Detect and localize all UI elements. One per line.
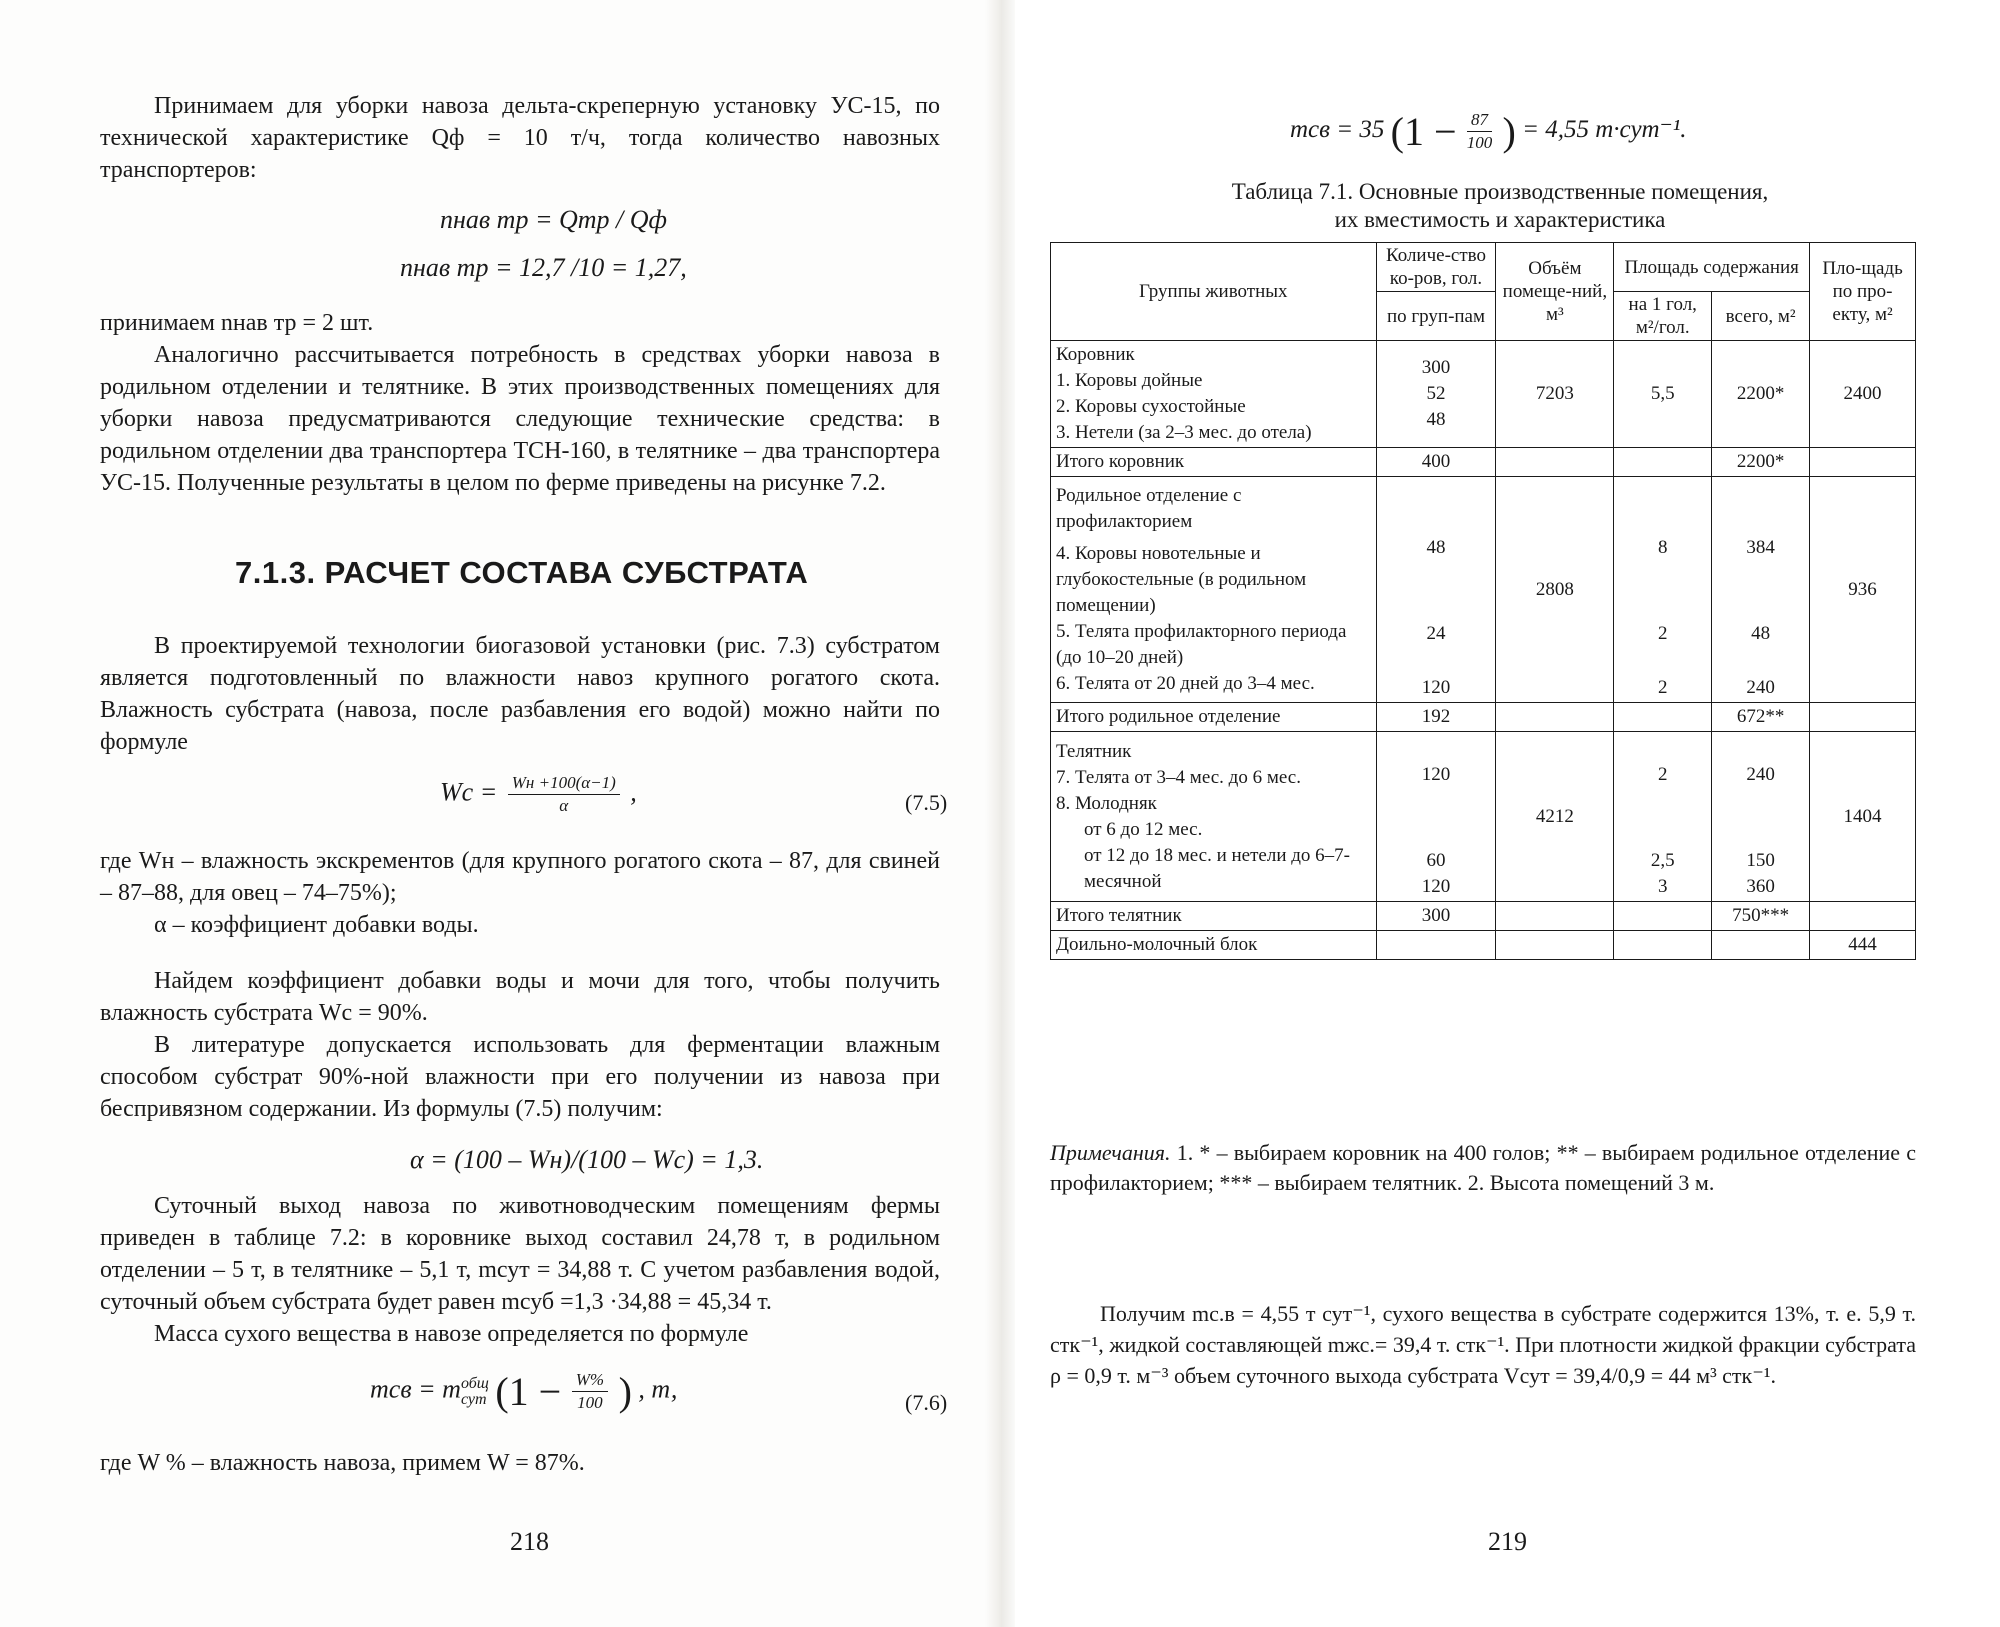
maternity-totals	[1712, 477, 1810, 703]
total-label: Итого коровник	[1051, 448, 1377, 477]
group-item: 5. Телята профилакторного периода (до 10–20 дней)	[1056, 620, 1347, 668]
header-volume: Объём помеще-ний, м³	[1496, 243, 1614, 341]
paragraph-text: Получим mс.в = 4,55 т сут⁻¹, сухого вещества в субстрате содержится 13%, т. е. 5,9 т. стк⁻¹, жидкой составляющей mжс.= 39,4 т. стк⁻¹. При плотности жидкой фракции субстрата ρ = 0,9 т. м⁻³ объем суточного выхода субстрата Vсут = 39,4/0,9 = 44 м³ стк⁻¹.	[1050, 1301, 1916, 1388]
page-number-left: 218	[510, 1527, 549, 1556]
note-label: Примечания.	[1050, 1140, 1171, 1165]
count-value: 300	[1421, 357, 1451, 378]
left-text-block-4	[100, 845, 940, 941]
fraction-numerator: W%	[572, 1369, 608, 1392]
group-item: от 12 до 18 мес. и нетели до 6–7-месячной	[1084, 844, 1350, 892]
empty-cell	[1496, 902, 1614, 931]
fraction-denominator: 100	[577, 1393, 603, 1412]
maternity-counts	[1376, 477, 1496, 703]
caption-line: Таблица 7.1. Основные производственные помещения,	[1231, 179, 1769, 204]
paragraph: Аналогично рассчитывается потребность в средствах уборки навоза в родильном отделении и телятнике. В этих производственных помещениях для уборки навоза предусматриваются следующие технические средства: в родильном отделении два транспортера ТСН-160, в телятнике – два транспортера УС-15. Полученные результаты в целом по ферме приведены на рисунке 7.2.	[100, 342, 940, 496]
group-title: Телятник	[1056, 740, 1132, 762]
calfhouse-group	[1051, 732, 1377, 902]
group-item: 2. Коровы сухостойные	[1056, 396, 1246, 417]
paragraph: Найдем коэффициент добавки воды и мочи для того, чтобы получить влажность субстрата Wс = 90%.	[100, 968, 940, 1026]
calfhouse-counts	[1376, 732, 1496, 902]
empty-cell	[1614, 931, 1712, 960]
empty-cell	[1614, 902, 1712, 931]
table-row	[1051, 341, 1916, 448]
formula-msv	[1290, 108, 1687, 155]
group-item: 7. Телята от 3–4 мес. до 6 мес.	[1056, 766, 1301, 788]
paragraph: где W % – влажность навоза, примем W = 87%.	[100, 1450, 585, 1476]
left-text-block-5	[100, 965, 940, 1125]
paragraph: Принимаем для уборки навоза дельта-скреперную установку УС-15, по технической характеристике Qф = 10 т/ч, тогда количество навозных транспортеров:	[100, 93, 940, 183]
total-count: 400	[1376, 448, 1496, 477]
left-text-block-6	[100, 1190, 940, 1350]
paragraph: α – коэффициент добавки воды.	[154, 912, 479, 938]
fraction-numerator: Wн +100(α−1)	[508, 772, 620, 795]
empty-cell	[1810, 902, 1916, 931]
formula-alpha: α = (100 – Wн)/(100 – Wс) = 1,3.	[410, 1145, 764, 1174]
empty-cell	[1496, 703, 1614, 732]
total-area: 750***	[1712, 902, 1810, 931]
milking-project: 444	[1810, 931, 1916, 960]
header-area-per: на 1 гол, м²/гол.	[1614, 292, 1712, 341]
cowshed-group	[1051, 341, 1377, 448]
left-text-block-7	[100, 1447, 940, 1479]
header-group: Группы животных	[1051, 243, 1377, 341]
fraction	[508, 772, 620, 817]
area-value: 360	[1746, 876, 1775, 897]
table-row	[1051, 448, 1916, 477]
paragraph: где Wн – влажность экскрементов (для крупного рогатого скота – 87, для свиней – 87–88, для овец – 74–75%);	[100, 848, 940, 906]
table-row	[1051, 931, 1916, 960]
table-row	[1051, 732, 1916, 902]
per-head-value: 2	[1657, 623, 1668, 644]
calfhouse-project: 1404	[1810, 732, 1916, 902]
premises-table	[1050, 242, 1916, 960]
maternity-per-head	[1614, 477, 1712, 703]
table-note	[1050, 1138, 1916, 1198]
count-value: 52	[1426, 383, 1446, 404]
paragraph: Масса сухого вещества в навозе определяется по формуле	[154, 1321, 749, 1347]
formula-lhs: Wс =	[440, 777, 498, 807]
empty-cell	[1712, 931, 1810, 960]
formula-indices	[461, 1376, 489, 1408]
fraction-numerator: 87	[1467, 109, 1492, 132]
group-title: Родильное отделение с профилакторием	[1056, 484, 1242, 532]
area-value: 150	[1746, 850, 1775, 871]
empty-cell	[1496, 448, 1614, 477]
maternity-group	[1051, 477, 1377, 703]
note-text: 1. * – выбираем коровник на 400 голов; ** – выбираем родильное отделение с профилакторием; *** – выбираем телятник. 2. Высота помещений 3 м.	[1050, 1140, 1916, 1195]
per-head-value: 8	[1657, 537, 1668, 558]
calfhouse-totals	[1712, 732, 1810, 902]
left-text-block-3	[100, 630, 940, 758]
table-caption	[1150, 178, 1850, 234]
total-count: 192	[1376, 703, 1496, 732]
maternity-volume: 2808	[1496, 477, 1614, 703]
empty-cell	[1614, 703, 1712, 732]
formula-close: )	[1502, 109, 1516, 154]
header-area: Площадь содержания	[1614, 243, 1810, 292]
formula-tail: ,	[630, 777, 637, 807]
table-row	[1051, 477, 1916, 703]
count-value: 48	[1426, 537, 1446, 558]
empty-cell	[1614, 448, 1712, 477]
formula-tail: = 4,55 т·сут⁻¹.	[1522, 116, 1687, 144]
formula-lhs: mсв = 35	[1290, 116, 1385, 144]
formula-close: )	[618, 1369, 632, 1414]
count-value: 24	[1426, 623, 1446, 644]
empty-cell	[1810, 703, 1916, 732]
paragraph: принимаем nнав тр = 2 шт.	[100, 310, 374, 336]
page-number-right: 219	[1488, 1527, 1527, 1556]
formula-7-5	[440, 772, 637, 817]
left-text-block-1	[100, 90, 940, 186]
formula-transporters-value: nнав тр = 12,7 /10 = 1,27,	[400, 253, 687, 282]
total-count: 300	[1376, 902, 1496, 931]
formula-open: (1 −	[495, 1369, 562, 1414]
left-text-block-2	[100, 307, 940, 499]
group-item: от 6 до 12 мес.	[1084, 818, 1203, 840]
table-header-row	[1051, 243, 1916, 292]
area-value: 48	[1751, 623, 1771, 644]
group-item: 6. Телята от 20 дней до 3–4 мес.	[1056, 672, 1315, 694]
group-item: 4. Коровы новотельные и глубокостельные (в родильном помещении)	[1056, 542, 1307, 616]
cowshed-project: 2400	[1810, 341, 1916, 448]
group-item: 8. Молодняк	[1056, 792, 1157, 814]
formula-superscript: общ	[460, 1374, 489, 1392]
formula-open: (1 −	[1390, 109, 1457, 154]
header-project: Пло-щадь по про-екту, м²	[1810, 243, 1916, 341]
formula-transporters: nнав тр = Qтр / Qф	[440, 205, 668, 234]
header-count-sub: по груп-пам	[1376, 292, 1496, 341]
formula-tail: , т,	[638, 1374, 678, 1404]
formula-subscript: сут	[460, 1390, 487, 1408]
fraction-denominator: 100	[1466, 133, 1493, 152]
paragraph: В литературе допускается использовать для ферментации влажным способом субстрат 90%-ной влажности при его получении из навоза при беспривязном содержании. Из формулы (7.5) получим:	[100, 1032, 940, 1122]
formula-number: (7.5)	[905, 790, 948, 815]
count-value: 120	[1421, 677, 1451, 698]
total-label: Итого телятник	[1051, 902, 1377, 931]
fraction	[1467, 109, 1493, 154]
per-head-value: 2	[1657, 764, 1668, 785]
formula-number: (7.6)	[905, 1390, 948, 1415]
total-label: Доильно-молочный блок	[1051, 931, 1377, 960]
cowshed-volume: 7203	[1496, 341, 1614, 448]
header-area-total: всего, м²	[1712, 292, 1810, 341]
book-gutter	[985, 0, 1015, 1627]
group-title: Коровник	[1056, 344, 1135, 365]
calfhouse-per-head	[1614, 732, 1712, 902]
maternity-project: 936	[1810, 477, 1916, 703]
empty-cell	[1376, 931, 1496, 960]
group-item: 3. Нетели (за 2–3 мес. до отела)	[1056, 422, 1312, 443]
total-area: 2200*	[1712, 448, 1810, 477]
paragraph	[1050, 1298, 1916, 1391]
count-value: 48	[1426, 409, 1446, 430]
table-row	[1051, 703, 1916, 732]
table-row	[1051, 902, 1916, 931]
group-item: 1. Коровы дойные	[1056, 370, 1203, 391]
cowshed-total: 2200*	[1712, 341, 1810, 448]
section-heading: 7.1.3. РАСЧЕТ СОСТАВА СУБСТРАТА	[235, 555, 809, 590]
paragraph: Суточный выход навоза по животноводческим помещениям фермы приведен в таблице 7.2: в коровнике выход составил 24,78 т, в родильном отделении – 5 т, в телятнике – 5,1 т, mсут = 34,88 т. С учетом разбавления водой, суточный объем субстрата будет равен mсуб =1,3 ·34,88 = 45,34 т.	[100, 1193, 940, 1315]
per-head-value: 3	[1657, 876, 1668, 897]
fraction	[572, 1369, 608, 1414]
header-count: Количе-ство ко-ров, гол.	[1376, 243, 1496, 292]
count-value: 120	[1421, 764, 1451, 785]
count-value: 120	[1421, 876, 1451, 897]
area-value: 240	[1746, 764, 1775, 785]
cowshed-counts	[1376, 341, 1496, 448]
fraction-denominator: α	[559, 796, 569, 815]
formula-lhs: mсв = m	[370, 1374, 461, 1404]
calfhouse-volume: 4212	[1496, 732, 1614, 902]
per-head-value: 2	[1657, 677, 1668, 698]
empty-cell	[1496, 931, 1614, 960]
per-head-value: 2,5	[1650, 850, 1675, 871]
count-value: 60	[1426, 850, 1446, 871]
total-area: 672**	[1712, 703, 1810, 732]
total-label: Итого родильное отделение	[1051, 703, 1377, 732]
area-value: 384	[1746, 537, 1775, 558]
cowshed-per-head: 5,5	[1614, 341, 1712, 448]
formula-7-6	[370, 1368, 677, 1415]
paragraph: В проектируемой технологии биогазовой установки (рис. 7.3) субстратом является подготовленный по влажности навоз крупного рогатого скота. Влажность субстрата (навоза, после разбавления его водой) можно найти по формуле	[100, 633, 940, 755]
area-value: 240	[1746, 677, 1775, 698]
empty-cell	[1810, 448, 1916, 477]
caption-line: их вместимость и характеристика	[1334, 207, 1666, 232]
